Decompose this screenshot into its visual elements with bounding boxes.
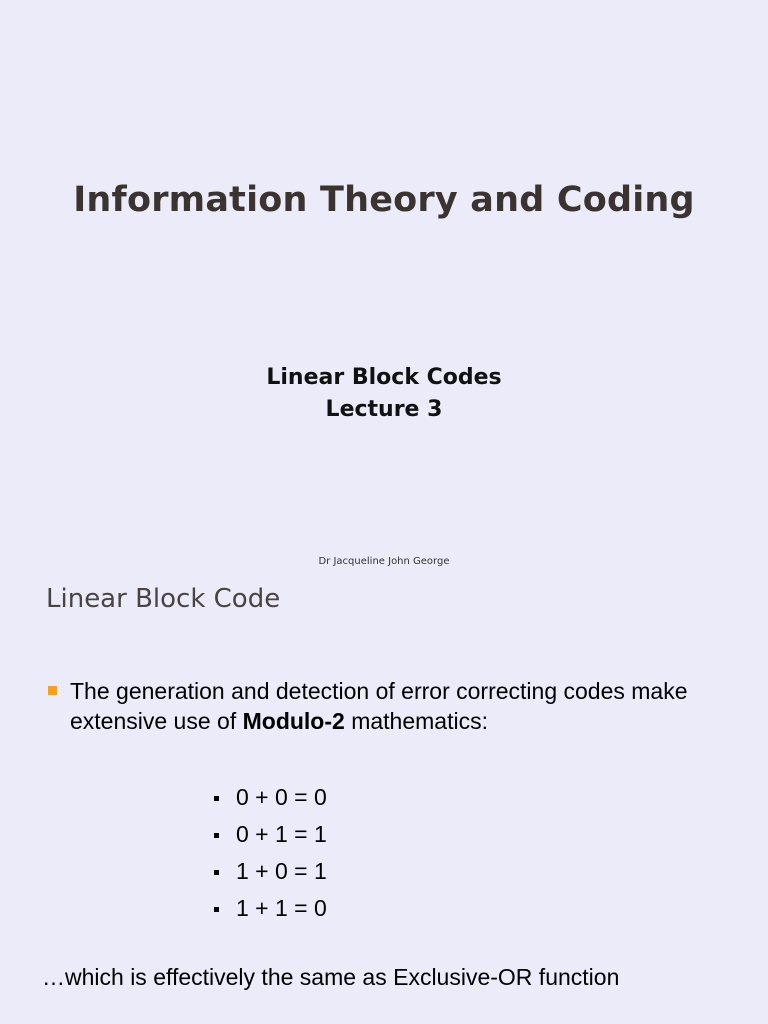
- equation-item: [212, 779, 327, 816]
- orange-square-bullet-icon: [48, 686, 57, 695]
- square-bullet-icon: [214, 796, 219, 801]
- square-bullet-icon: [214, 833, 219, 838]
- author-name: Dr Jacqueline John George: [318, 556, 450, 567]
- footer-note: …which is effectively the same as Exclusive-OR function: [42, 964, 620, 990]
- equation-text: 1 + 0 = 1: [236, 858, 327, 884]
- subtitle-line-1: Linear Block Codes: [266, 365, 502, 390]
- subtitle: [0, 362, 768, 426]
- equation-list: [212, 779, 327, 927]
- bullet-bold-term: Modulo-2: [242, 708, 345, 734]
- equation-item: [212, 816, 327, 853]
- equation-item: [212, 853, 327, 890]
- bullet-item: [48, 676, 738, 736]
- subtitle-line-2: Lecture 3: [325, 397, 443, 422]
- equation-text: 0 + 0 = 0: [236, 784, 327, 810]
- equation-text: 0 + 1 = 1: [236, 821, 327, 847]
- square-bullet-icon: [214, 907, 219, 912]
- bullet-text-after: mathematics:: [344, 708, 488, 734]
- square-bullet-icon: [214, 870, 219, 875]
- bullet-text: [48, 676, 738, 736]
- bullet-text-before: The generation and detection of error correcting codes make extensive use of: [70, 678, 688, 734]
- equation-item: [212, 890, 327, 927]
- content-slide: [0, 576, 768, 1024]
- main-title: Information Theory and Coding: [73, 180, 695, 220]
- equation-text: 1 + 1 = 0: [236, 895, 327, 921]
- slide-title: Linear Block Code: [46, 584, 281, 614]
